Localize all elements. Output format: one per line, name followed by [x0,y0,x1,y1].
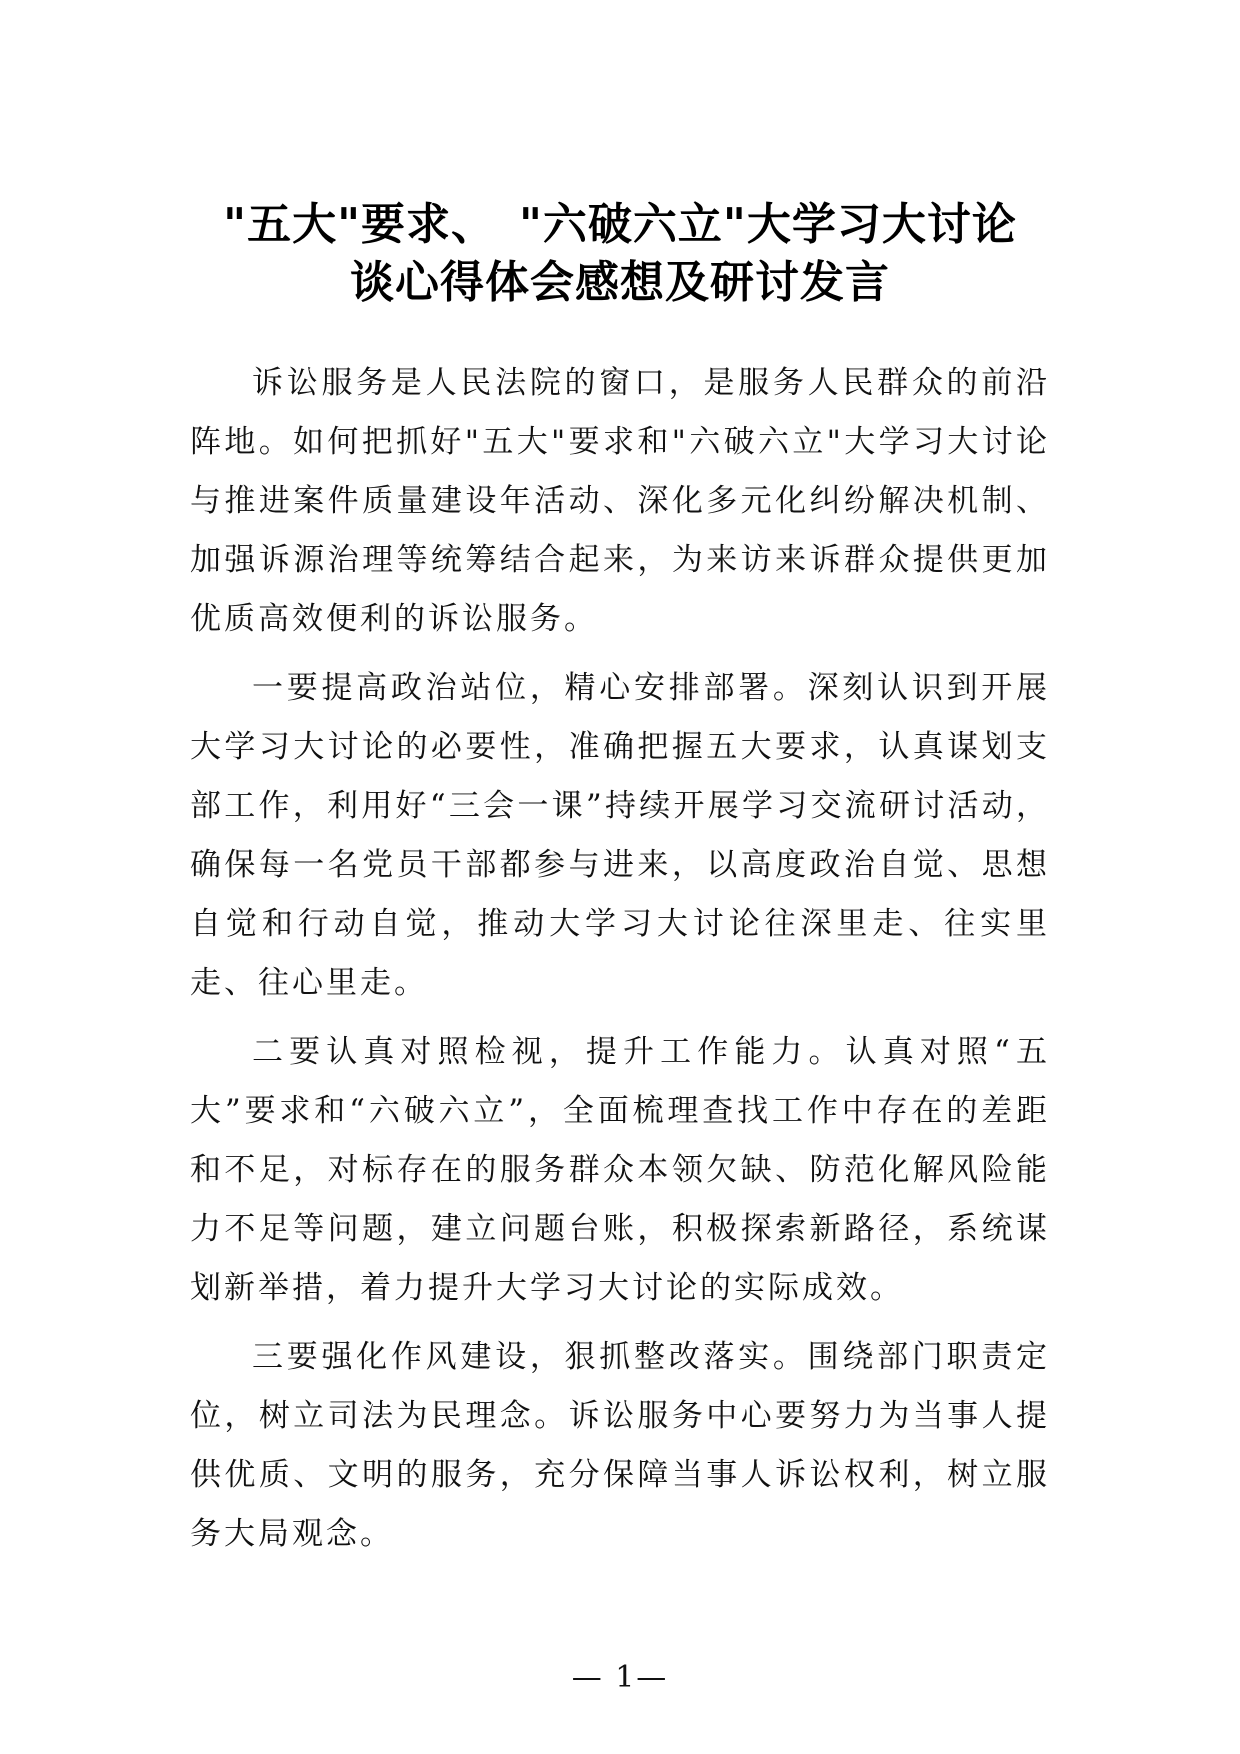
document-title [140,196,1100,312]
paragraph-point-2: 二要认真对照检视，提升工作能力。认真对照“五大”要求和“六破六立”，全面梳理查找工作中存在的差距和不足，对标存在的服务群众本领欠缺、防范化解风险能力不足等问题，建立问题台账，积极探索新路径，系统谋划新举措，着力提升大学习大讨论的实际成效。 [190,1034,1050,1306]
title-line-1: "五大"要求、 "六破六立"大学习大讨论 [223,199,1017,250]
paragraph-point-1: 一要提高政治站位，精心安排部署。深刻认识到开展大学习大讨论的必要性，准确把握五大要求，认真谋划支部工作，利用好“三会一课”持续开展学习交流研讨活动，确保每一名党员干部都参与进来，以高度政治自觉、思想自觉和行动自觉，推动大学习大讨论往深里走、往实里走、往心里走。 [190,670,1050,1001]
page-number: — 1— [571,1660,669,1695]
paragraph-intro: 诉讼服务是人民法院的窗口，是服务人民群众的前沿阵地。如何把抓好"五大"要求和"六破六立"大学习大讨论与推进案件质量建设年活动、深化多元化纠纷解决机制、加强诉源治理等统筹结合起来，为来访来诉群众提供更加优质高效便利的诉讼服务。 [190,365,1050,637]
title-line-2: 谈心得体会感想及研讨发言 [350,257,890,308]
paragraph-point-3: 三要强化作风建设，狠抓整改落实。围绕部门职责定位，树立司法为民理念。诉讼服务中心要努力为当事人提供优质、文明的服务，充分保障当事人诉讼权利，树立服务大局观念。 [190,1339,1050,1552]
document-body [190,354,1050,1574]
